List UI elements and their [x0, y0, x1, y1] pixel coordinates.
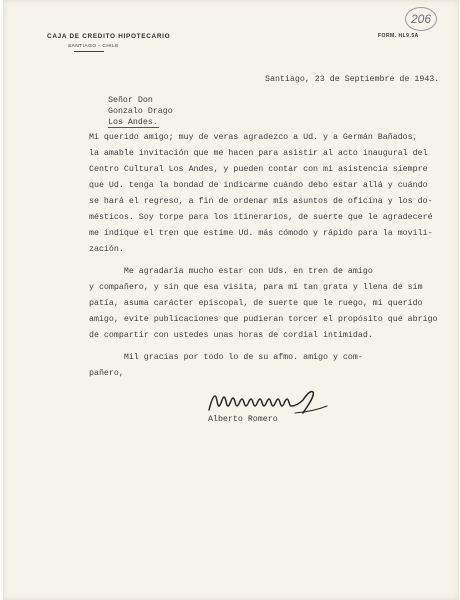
archive-number: 206	[410, 12, 432, 26]
archive-number-stamp	[405, 7, 437, 31]
letterhead-organization: CAJA DE CREDITO HIPOTECARIO	[47, 33, 171, 40]
letterhead	[47, 33, 170, 52]
body-line: pañero,	[89, 369, 124, 378]
body-line: zación.	[89, 245, 124, 254]
letter-sheet	[3, 0, 459, 600]
handwritten-signature	[203, 386, 333, 416]
body-line: se hará el regreso, a fin de ordenar mis asuntos de oficina y los do-	[89, 197, 433, 206]
body-line: Me agradaría mucho estar con Uds. en tren de amigo	[89, 267, 373, 276]
body-line: mésticos. Soy torpe para los itinerarios, de suerte que le agradeceré	[89, 213, 433, 222]
signer-name: Alberto Romero	[208, 415, 278, 424]
body-line: Mil gracias por todo lo de su afmo. amigo y com-	[89, 353, 363, 362]
body-line: la amable invitación que me hacen para asistir al acto inaugural del	[89, 149, 428, 158]
body-line: Centro Cultural Los Andes, y pueden contar con mi asistencia siempre	[89, 165, 428, 174]
letterhead-city: SANTIAGO - CHILE	[68, 43, 119, 48]
date-line: Santiago, 23 de Septiembre de 1943.	[265, 75, 440, 84]
recipient-city: Los Andes.	[108, 118, 158, 127]
recipient-salutation: Señor Don	[108, 96, 153, 105]
body-line: patía, asuma carácter episcopal, de suerte que le ruego, mi querido	[89, 299, 423, 308]
body-line: me indique el tren que estime Ud. más cómodo y rápido para la movili-	[89, 229, 433, 238]
recipient-name: Gonzalo Drago	[108, 107, 173, 116]
body-line: y compañero, y sin que esa visita, para mí tan grata y llena de sim	[89, 283, 423, 292]
body-line: Mi querido amigo; muy de veras agradezco a Ud. y a Germán Bañados,	[89, 133, 418, 142]
body-line: que Ud. tenga la bondad de indicarme cuándo debo estar allá y cuándo	[89, 181, 428, 190]
recipient-city-underline	[108, 127, 159, 128]
form-code: FORM. HL9.5A	[378, 33, 419, 39]
letterhead-rule	[74, 51, 104, 52]
body-line: de compartir con ustedes unas horas de cordial intimidad.	[89, 331, 373, 340]
body-line: amigo, evite publicaciones que pudieran torcer el propósito que abrigo	[89, 315, 438, 324]
